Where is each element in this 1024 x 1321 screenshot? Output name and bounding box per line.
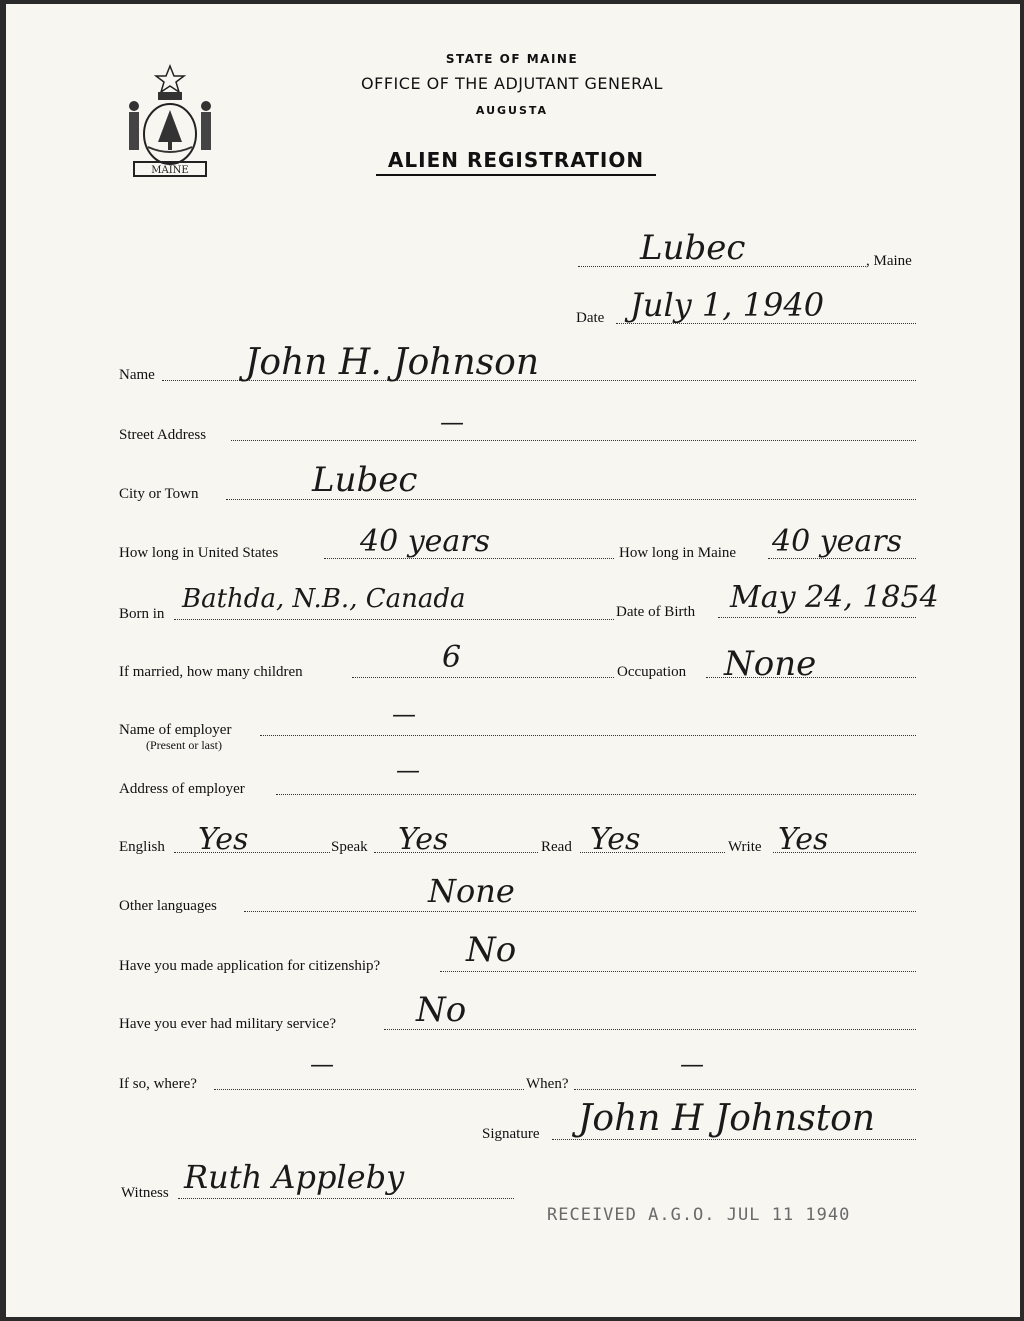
- header-office: OFFICE OF THE ADJUTANT GENERAL: [361, 74, 663, 93]
- street-line: [231, 440, 916, 441]
- born-in-label: Born in: [119, 606, 165, 622]
- street-label: Street Address: [119, 427, 207, 443]
- place-value: Lubec: [640, 228, 746, 268]
- signature-value: John H Johnston: [578, 1098, 876, 1139]
- svg-text:MAINE: MAINE: [151, 165, 189, 176]
- citizenship-line: [440, 971, 916, 972]
- military-label: Have you ever had military service?: [119, 1016, 336, 1032]
- read-value: Yes: [590, 822, 641, 857]
- occupation-value: None: [724, 644, 817, 684]
- witness-line: [178, 1198, 514, 1199]
- children-value: 6: [442, 640, 462, 675]
- how-long-us-label: How long in United States: [119, 545, 279, 561]
- how-long-maine-value: 40 years: [772, 524, 903, 559]
- children-label: If married, how many children: [119, 664, 303, 680]
- when-value: —: [680, 1050, 704, 1078]
- citizenship-label: Have you made application for citizenship?: [119, 958, 381, 974]
- read-label: Read: [541, 839, 572, 855]
- how-long-us-value: 40 years: [360, 524, 491, 559]
- witness-label: Witness: [121, 1185, 169, 1201]
- street-value: —: [440, 408, 464, 436]
- citizenship-value: No: [466, 930, 517, 970]
- date-value: July 1, 1940: [630, 286, 825, 324]
- write-label: Write: [728, 839, 762, 855]
- name-value: John H. Johnson: [245, 342, 540, 383]
- write-value: Yes: [778, 822, 829, 857]
- dob-label: Date of Birth: [616, 604, 696, 620]
- employer-line: [260, 735, 916, 736]
- when-label: When?: [526, 1076, 569, 1092]
- other-languages-line: [244, 911, 916, 912]
- born-in-line: [174, 619, 614, 620]
- speak-value: Yes: [398, 822, 449, 857]
- when-line: [574, 1089, 916, 1090]
- header-city: AUGUSTA: [475, 104, 549, 117]
- name-label: Name: [119, 367, 155, 383]
- signature-label: Signature: [482, 1126, 540, 1142]
- signature-line: [552, 1139, 916, 1140]
- where-label: If so, where?: [119, 1076, 197, 1092]
- military-value: No: [416, 990, 467, 1030]
- where-line: [214, 1089, 524, 1090]
- title-underline: [376, 174, 656, 176]
- received-stamp: RECEIVED A.G.O. JUL 11 1940: [547, 1205, 851, 1225]
- dob-value: May 24, 1854: [730, 580, 939, 615]
- date-label: Date: [576, 310, 605, 326]
- header-state: STATE OF MAINE: [445, 52, 579, 66]
- witness-value: Ruth Appleby: [184, 1158, 405, 1196]
- employer-value: —: [392, 700, 416, 728]
- other-languages-label: Other languages: [119, 898, 217, 914]
- born-in-value: Bathda, N.B., Canada: [182, 584, 466, 614]
- employer-address-line: [276, 794, 916, 795]
- employer-address-value: —: [396, 756, 420, 784]
- children-line: [352, 677, 614, 678]
- english-label: English: [119, 839, 165, 855]
- city-label: City or Town: [119, 486, 199, 502]
- form-title: ALIEN REGISTRATION: [387, 148, 645, 172]
- employer-address-label: Address of employer: [119, 781, 245, 797]
- dob-line: [718, 617, 916, 618]
- employer-sublabel: (Present or last): [146, 738, 222, 752]
- occupation-label: Occupation: [617, 664, 687, 680]
- employer-label: Name of employer: [119, 722, 232, 738]
- maine-label: , Maine: [866, 253, 912, 269]
- how-long-maine-label: How long in Maine: [619, 545, 737, 561]
- where-value: —: [310, 1050, 334, 1078]
- city-value: Lubec: [312, 460, 418, 500]
- other-languages-value: None: [428, 872, 515, 910]
- english-value: Yes: [198, 822, 249, 857]
- speak-label: Speak: [331, 839, 368, 855]
